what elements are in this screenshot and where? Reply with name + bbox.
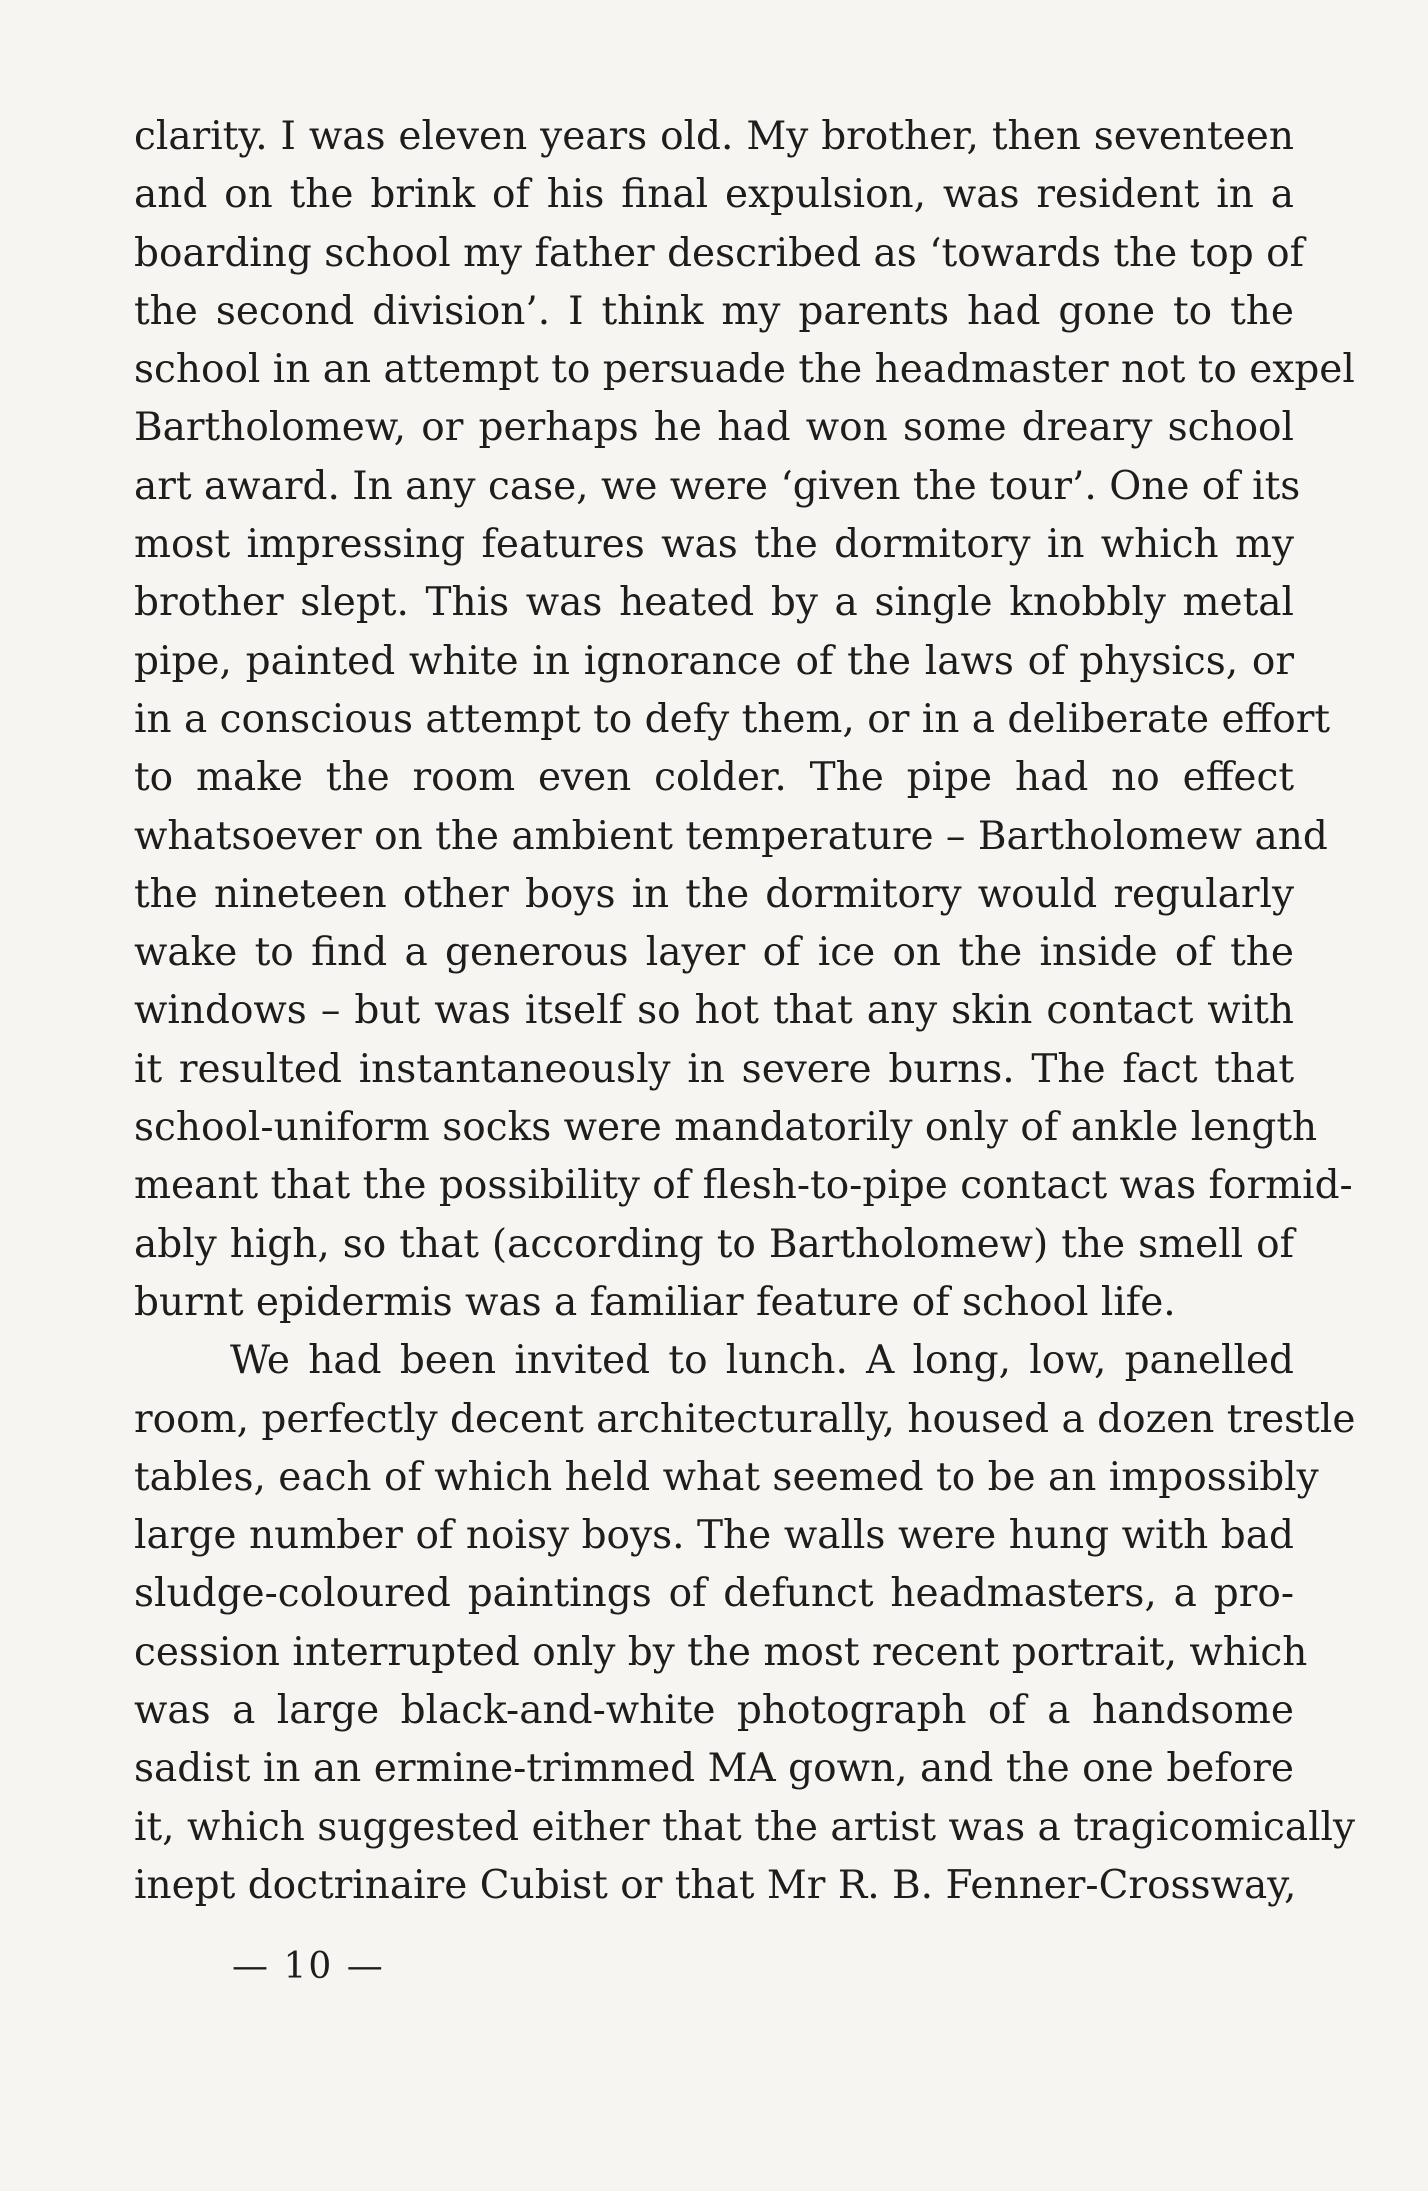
page-number: — 10 — bbox=[232, 1946, 385, 1987]
body-text bbox=[134, 108, 1356, 1915]
text-line: We had been invited to lunch. A long, low, panelled bbox=[230, 1338, 1294, 1384]
text-line: tables, each of which held what seemed to be an impossibly bbox=[134, 1454, 1319, 1500]
text-line: windows – but was itself so hot that any skin contact with bbox=[134, 988, 1294, 1034]
text-line: art award. In any case, we were ‘given the tour’. One of its bbox=[134, 463, 1301, 509]
text-line: sludge-coloured paintings of defunct headmasters, a pro- bbox=[134, 1571, 1294, 1617]
text-line: inept doctrinaire Cubist or that Mr R. B. Fenner-Crossway, bbox=[134, 1862, 1297, 1908]
text-line: and on the brink of his final expulsion, was resident in a bbox=[134, 172, 1294, 218]
text-line: large number of noisy boys. The walls were hung with bad bbox=[134, 1513, 1294, 1559]
text-line: the nineteen other boys in the dormitory would regularly bbox=[134, 871, 1294, 917]
text-line: in a conscious attempt to defy them, or in a deliberate effort bbox=[134, 696, 1331, 742]
text-line: the second division’. I think my parents had gone to the bbox=[134, 288, 1294, 334]
text-line: it, which suggested either that the artist was a tragicomically bbox=[134, 1804, 1356, 1850]
text-line: school-uniform socks were mandatorily only of ankle length bbox=[134, 1105, 1318, 1151]
text-line: pipe, painted white in ignorance of the laws of physics, or bbox=[134, 638, 1294, 684]
text-line: boarding school my father described as ‘towards the top of bbox=[134, 230, 1305, 276]
paragraph-1 bbox=[134, 108, 1355, 1332]
text-line: cession interrupted only by the most recent portrait, which bbox=[134, 1629, 1308, 1675]
text-line: most impressing features was the dormitory in which my bbox=[134, 522, 1294, 568]
text-line: sadist in an ermine-trimmed MA gown, and the one before bbox=[134, 1746, 1294, 1792]
text-line: school in an attempt to persuade the headmaster not to expel bbox=[134, 347, 1355, 393]
text-line: Bartholomew, or perhaps he had won some dreary school bbox=[134, 405, 1294, 451]
text-line: whatsoever on the ambient temperature – Bartholomew and bbox=[134, 813, 1328, 859]
text-line: clarity. I was eleven years old. My brother, then seventeen bbox=[134, 114, 1294, 159]
text-line: to make the room even colder. The pipe had no effect bbox=[134, 755, 1294, 801]
text-line: brother slept. This was heated by a single knobbly metal bbox=[134, 580, 1294, 626]
text-line: burnt epidermis was a familiar feature of school life. bbox=[134, 1279, 1176, 1325]
text-line: wake to find a generous layer of ice on the inside of the bbox=[134, 930, 1294, 976]
text-line: meant that the possibility of flesh-to-pipe contact was formid- bbox=[134, 1163, 1353, 1209]
text-line: was a large black-and-white photograph of a handsome bbox=[134, 1688, 1294, 1734]
text-line: it resulted instantaneously in severe burns. The fact that bbox=[134, 1046, 1294, 1092]
text-line: ably high, so that (according to Bartholomew) the smell of bbox=[134, 1221, 1294, 1267]
text-line: room, perfectly decent architecturally, housed a dozen trestle bbox=[134, 1396, 1356, 1442]
paragraph-2 bbox=[134, 1332, 1356, 1915]
